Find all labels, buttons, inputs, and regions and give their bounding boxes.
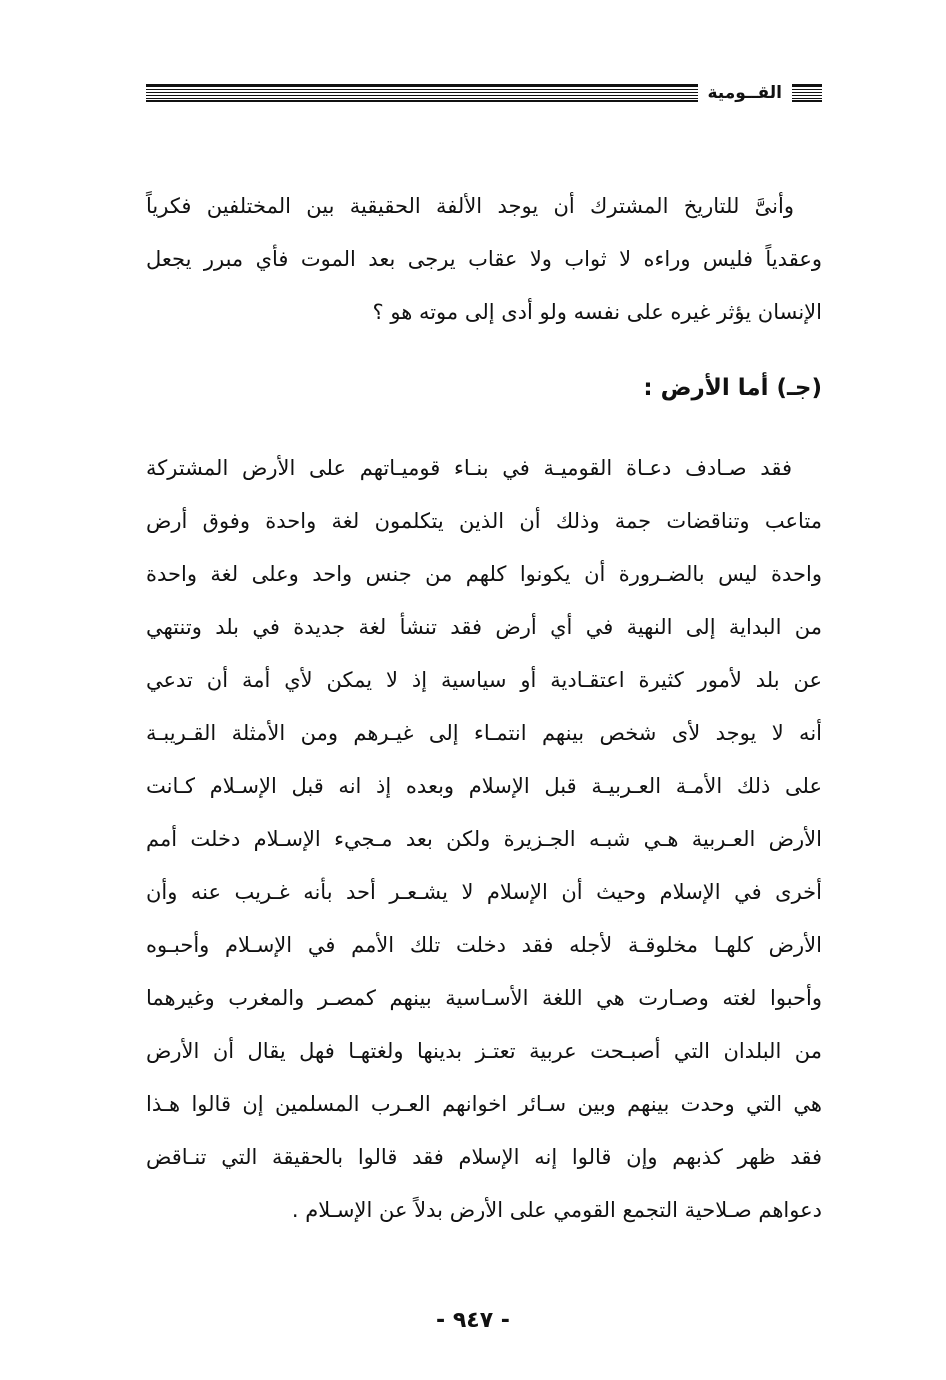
paragraph-line: الأرض العـربية هـي شبـه الجـزيرة ولكن بعد مـجيء الإسـلام دخلت أمم [146,827,822,851]
paragraph-line: واحدة ليس بالضـرورة أن يكونوا كلهم من جنس واحد وعلى لغة واحدة [146,562,822,586]
paragraph-line: من البداية إلى النهية في أي أرض فقد تنشأ لغة جديدة في بلد وتنتهي [146,615,822,639]
header-ornament-lines [146,84,698,102]
running-header [146,80,822,106]
paragraph-2 [146,442,822,1237]
paragraph-line: الإنسان يؤثر غيره على نفسه ولو أدى إلى موته هو ؟ [372,300,822,324]
paragraph-1 [146,180,822,339]
paragraph-line: دعواهم صـلاحية التجمع القومي على الأرض بدلاً عن الإسـلام . [291,1198,822,1222]
paragraph-line: فقد صـادف دعـاة القوميـة في بنـاء قوميـاتهم على الأرض المشتركة [146,456,792,480]
paragraph-line: وعقدياً فليس وراءه لا ثواب ولا عقاب يرجى بعد الموت فأي مبرر يجعل [146,247,822,271]
paragraph-line: وأنىَّ للتاريخ المشترك أن يوجد الألفة الحقيقية بين المختلفين فكرياً [146,194,794,218]
paragraph-line: أخرى في الإسلام وحيث أن الإسلام لا يشـعـر أحد بأنه غـريب عنه وأن [146,880,822,904]
header-title: القــومية [707,83,782,103]
paragraph-line: عن بلد لأمور كثيرة اعتقـادية أو سياسية إذ لا يمكن لأي أمة أن تدعي [146,668,822,692]
header-ornament-short [792,84,822,102]
paragraph-line: على ذلك الأمـة العـربيـة قبل الإسلام وبعده إذ انه قبل الإسـلام كـانت [146,774,822,798]
paragraph-line: وأحبوا لغته وصـارت هي اللغة الأسـاسية بينهم كمصـر والمغرب وغيرهما [146,986,822,1010]
paragraph-line: من البلدان التي أصبـحت عربية تعتـز بدينها ولغتهـا فهل يقال أن الأرض [146,1039,822,1063]
section-heading: (جـ) أما الأرض : [643,375,822,401]
paragraph-line: هي التي وحدت بينهم وبين سـائر اخوانهم العـرب المسلمين إن قالوا هـذا [146,1092,822,1116]
paragraph-line: فقد ظهر كذبهم وإن قالوا إنه الإسلام فقد قالوا بالحقيقة التي تنـاقض [146,1145,822,1169]
page-number: - ٩٤٧ - [436,1308,510,1333]
paragraph-line: متاعب وتناقضات جمة وذلك أن الذين يتكلمون لغة واحدة وفوق أرض [146,509,822,533]
paragraph-line: أنه لا يوجد لأى شخص بينهم انتمـاء إلى غيـرهم ومن الأمثلة القـريبـة [146,721,822,745]
paragraph-line: الأرض كلهـا مخلوقـة لأجله فقد دخلت تلك الأمم في الإسـلام وأحبـوه [146,933,822,957]
